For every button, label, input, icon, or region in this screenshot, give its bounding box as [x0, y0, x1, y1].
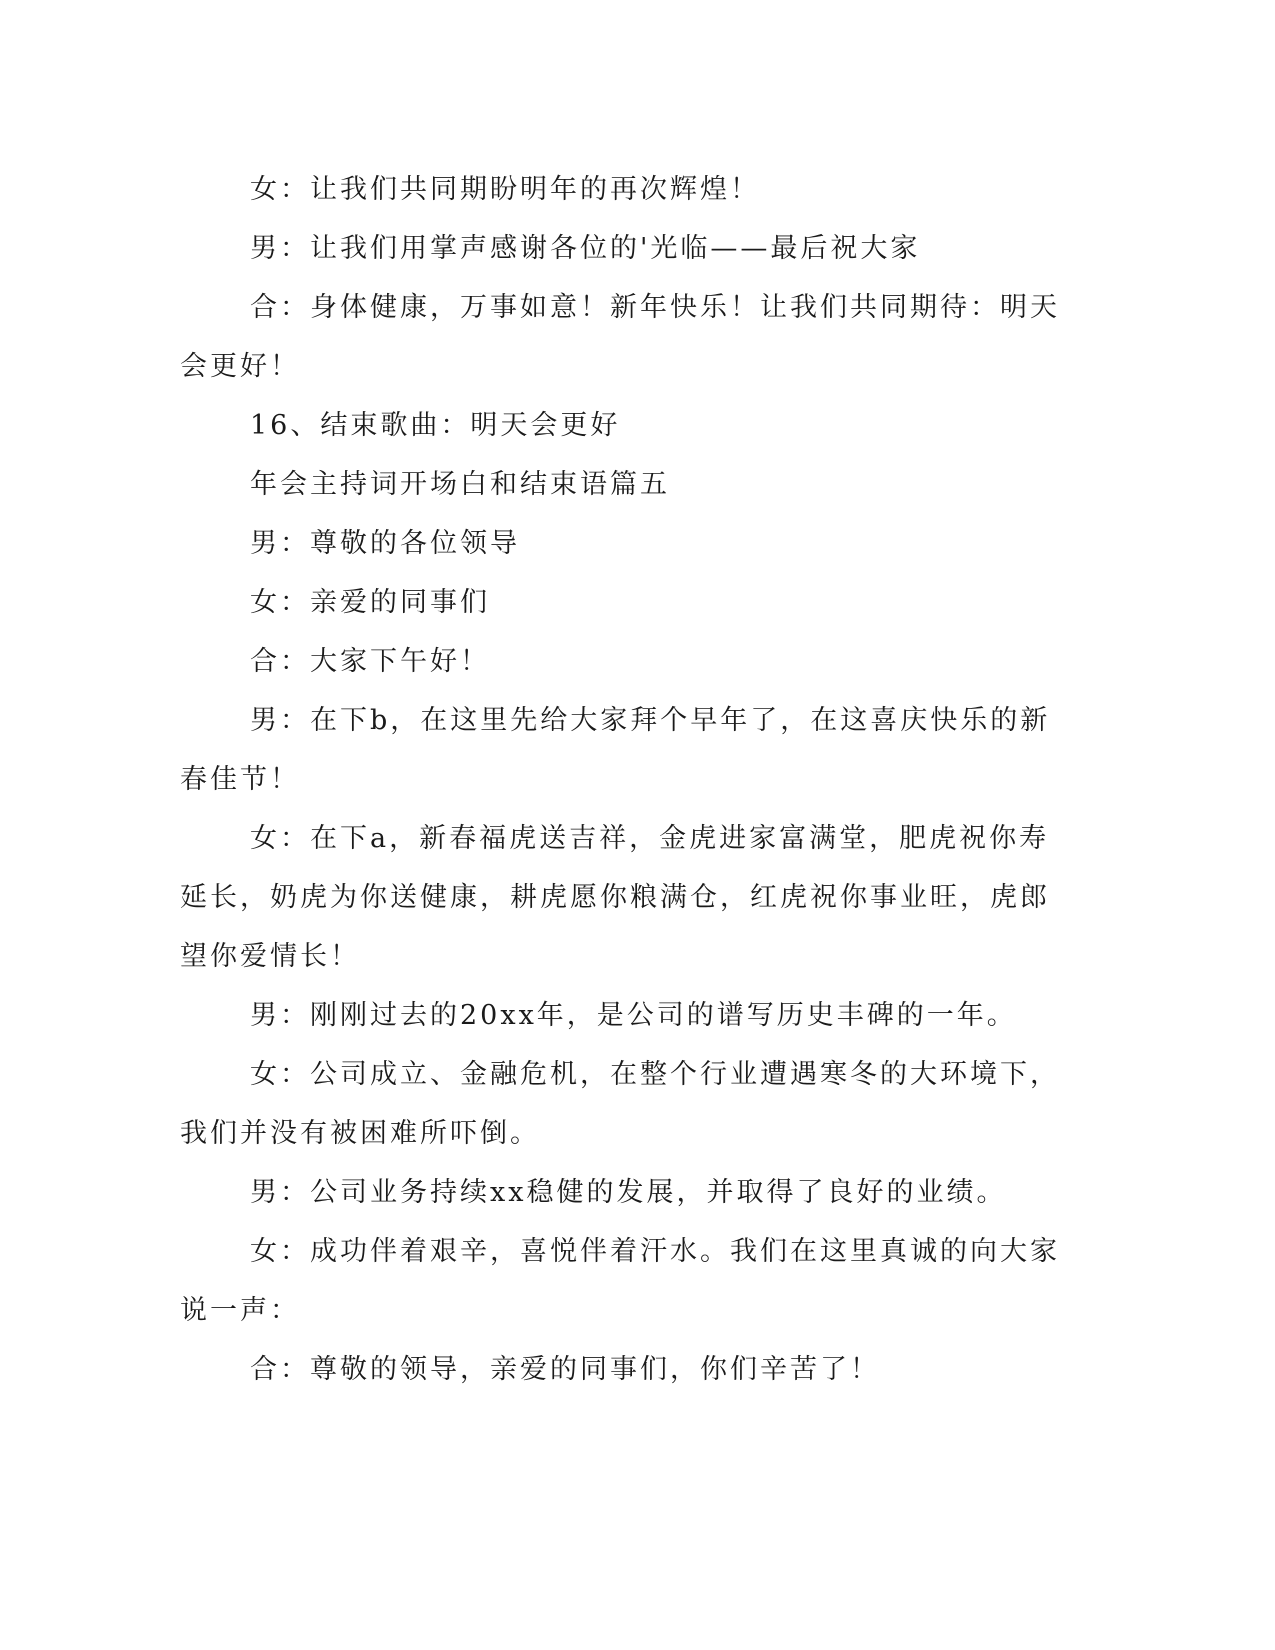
section-title: 年会主持词开场白和结束语篇五 — [250, 469, 670, 500]
paragraph-11: 男：刚刚过去的20xx年，是公司的谱写历史丰碑的一年。 — [250, 1000, 1017, 1031]
paragraph-2: 男：让我们用掌声感谢各位的'光临——最后祝大家 — [250, 233, 921, 264]
paragraph-13: 男：公司业务持续xx稳健的发展，并取得了良好的业绩。 — [250, 1177, 1007, 1208]
paragraph-15: 合：尊敬的领导，亲爱的同事们，你们辛苦了！ — [250, 1354, 880, 1385]
paragraph-3: 合：身体健康，万事如意！新年快乐！让我们共同期待：明天会更好！ — [180, 292, 1060, 382]
paragraph-8: 合：大家下午好！ — [250, 646, 490, 677]
paragraph-6: 男：尊敬的各位领导 — [250, 528, 520, 559]
paragraph-1: 女：让我们共同期盼明年的再次辉煌！ — [250, 174, 760, 205]
paragraph-7: 女：亲爱的同事们 — [250, 587, 490, 618]
paragraph-9: 男：在下b，在这里先给大家拜个早年了，在这喜庆快乐的新春佳节！ — [180, 705, 1051, 795]
paragraph-12: 女：公司成立、金融危机，在整个行业遭遇寒冬的大环境下，我们并没有被困难所吓倒。 — [180, 1059, 1060, 1149]
paragraph-10: 女：在下a，新春福虎送吉祥，金虎进家富满堂，肥虎祝你寿延长，奶虎为你送健康，耕虎愿你粮满仓，红虎祝你事业旺，虎郎望你爱情长！ — [180, 823, 1050, 972]
paragraph-4: 16、结束歌曲：明天会更好 — [250, 410, 621, 441]
paragraph-14: 女：成功伴着艰辛，喜悦伴着汗水。我们在这里真诚的向大家说一声： — [180, 1236, 1060, 1326]
document-body — [180, 160, 1060, 1399]
